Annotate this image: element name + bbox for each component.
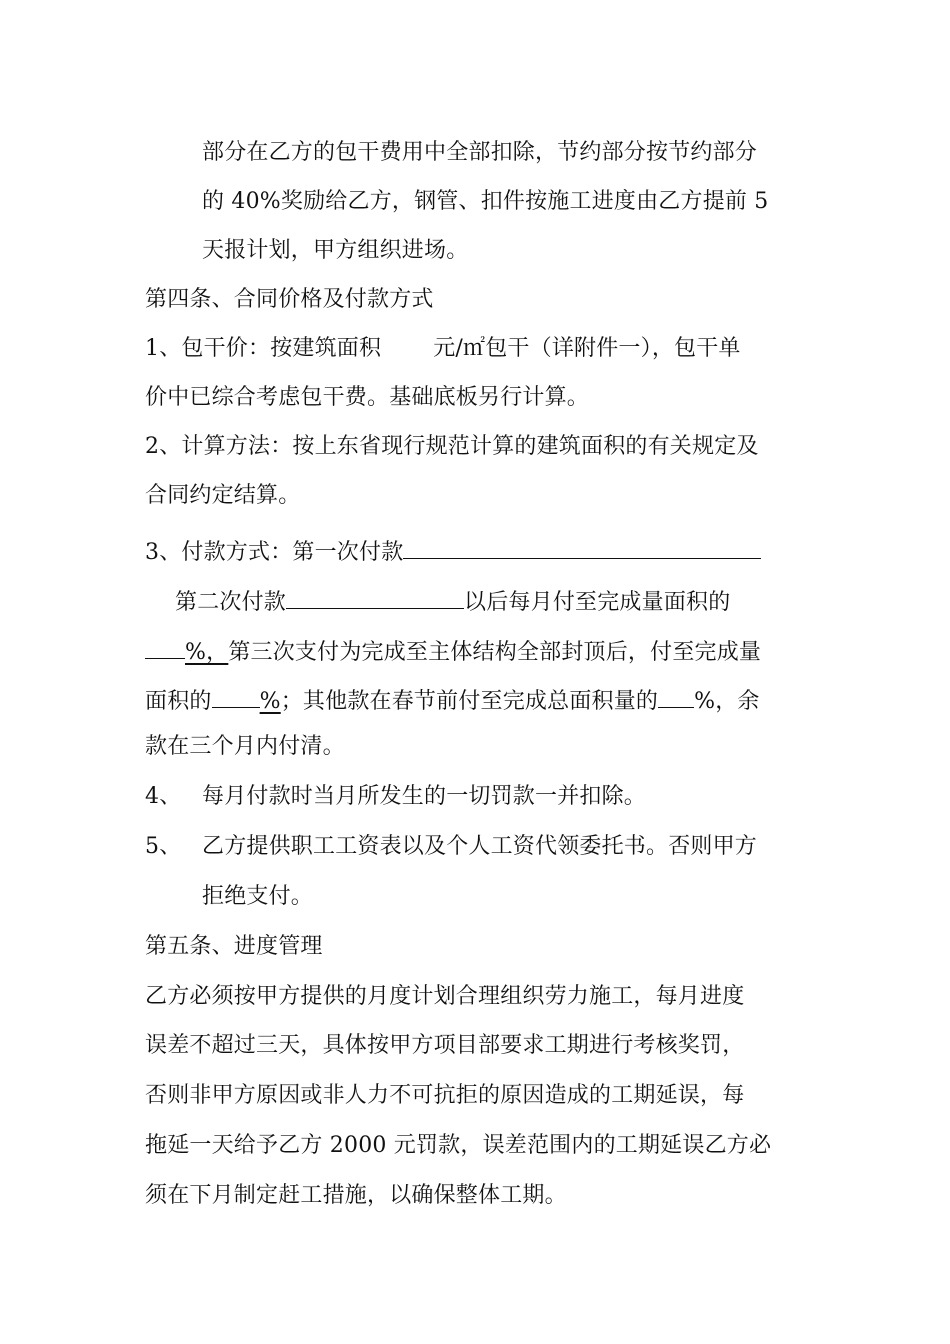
clause-text: 面积的 xyxy=(145,689,212,714)
item-number: 5、 xyxy=(145,834,182,859)
item-number: 4、 xyxy=(145,784,182,809)
clause-text: 3、付款方式：第一次付款 xyxy=(145,540,404,565)
paragraph-line: 部分在乙方的包干费用中全部扣除，节约部分按节约部分 xyxy=(202,140,758,165)
payment-third-line xyxy=(145,634,761,664)
clause-text: 1、包干价：按建筑面积 xyxy=(145,336,382,361)
clause-text: 每月付款时当月所发生的一切罚款一并扣除。 xyxy=(202,784,647,809)
clause-text: ；其他款在春节前付至完成总面积量的 xyxy=(280,689,659,714)
clause-4-4 xyxy=(145,782,646,812)
clause-text: 乙方提供职工工资表以及个人工资代领委托书。否则甲方 xyxy=(202,834,758,859)
section-heading-5: 第五条、进度管理 xyxy=(145,934,323,959)
fill-in-blank-first-payment xyxy=(403,534,761,559)
paragraph-line: 合同约定结算。 xyxy=(145,483,301,508)
paragraph-line: 误差不超过三天，具体按甲方项目部要求工期进行考核奖罚， xyxy=(145,1033,745,1058)
fill-in-blank-percent-3 xyxy=(658,683,694,708)
paragraph-line: 乙方必须按甲方提供的月度计划合理组织劳力施工，每月进度 xyxy=(145,984,745,1009)
clause-text: 元/㎡包干（详附件一），包干单 xyxy=(433,336,741,361)
fill-in-blank-percent-2 xyxy=(212,683,260,708)
paragraph-line: 拖延一天给予乙方 2000 元罚款，误差范围内的工期延误乙方必 xyxy=(145,1133,772,1158)
payment-fourth-line xyxy=(145,683,760,713)
paragraph-line: 天报计划，甲方组织进场。 xyxy=(202,238,469,263)
clause-text: %，余 xyxy=(694,689,760,714)
clause-4-3 xyxy=(145,534,761,564)
paragraph-line: 拒绝支付。 xyxy=(202,884,314,909)
paragraph-line: 的 40%奖励给乙方，钢管、扣件按施工进度由乙方提前 5 xyxy=(202,189,769,214)
paragraph-line: 价中已综合考虑包干费。基础底板另行计算。 xyxy=(145,385,590,410)
fill-in-blank-percent-1 xyxy=(145,634,185,659)
clause-text: 第二次付款 xyxy=(175,590,287,615)
clause-4-5 xyxy=(145,832,757,862)
paragraph-line: 须在下月制定赶工措施，以确保整体工期。 xyxy=(145,1183,567,1208)
payment-second-line xyxy=(175,584,730,614)
paragraph-line: 款在三个月内付清。 xyxy=(145,734,345,759)
clause-4-1 xyxy=(145,334,741,364)
clause-4-2: 2、计算方法：按上东省现行规范计算的建筑面积的有关规定及 xyxy=(145,434,759,459)
percent-label: %， xyxy=(185,640,229,665)
fill-in-blank-second-payment xyxy=(286,584,464,609)
section-heading-4: 第四条、合同价格及付款方式 xyxy=(145,287,434,312)
clause-text: 以后每月付至完成量面积的 xyxy=(464,590,731,615)
percent-label: % xyxy=(259,689,281,714)
clause-text: 第三次支付为完成至主体结构全部封顶后，付至完成量 xyxy=(228,640,762,665)
paragraph-line: 否则非甲方原因或非人力不可抗拒的原因造成的工期延误，每 xyxy=(145,1083,745,1108)
